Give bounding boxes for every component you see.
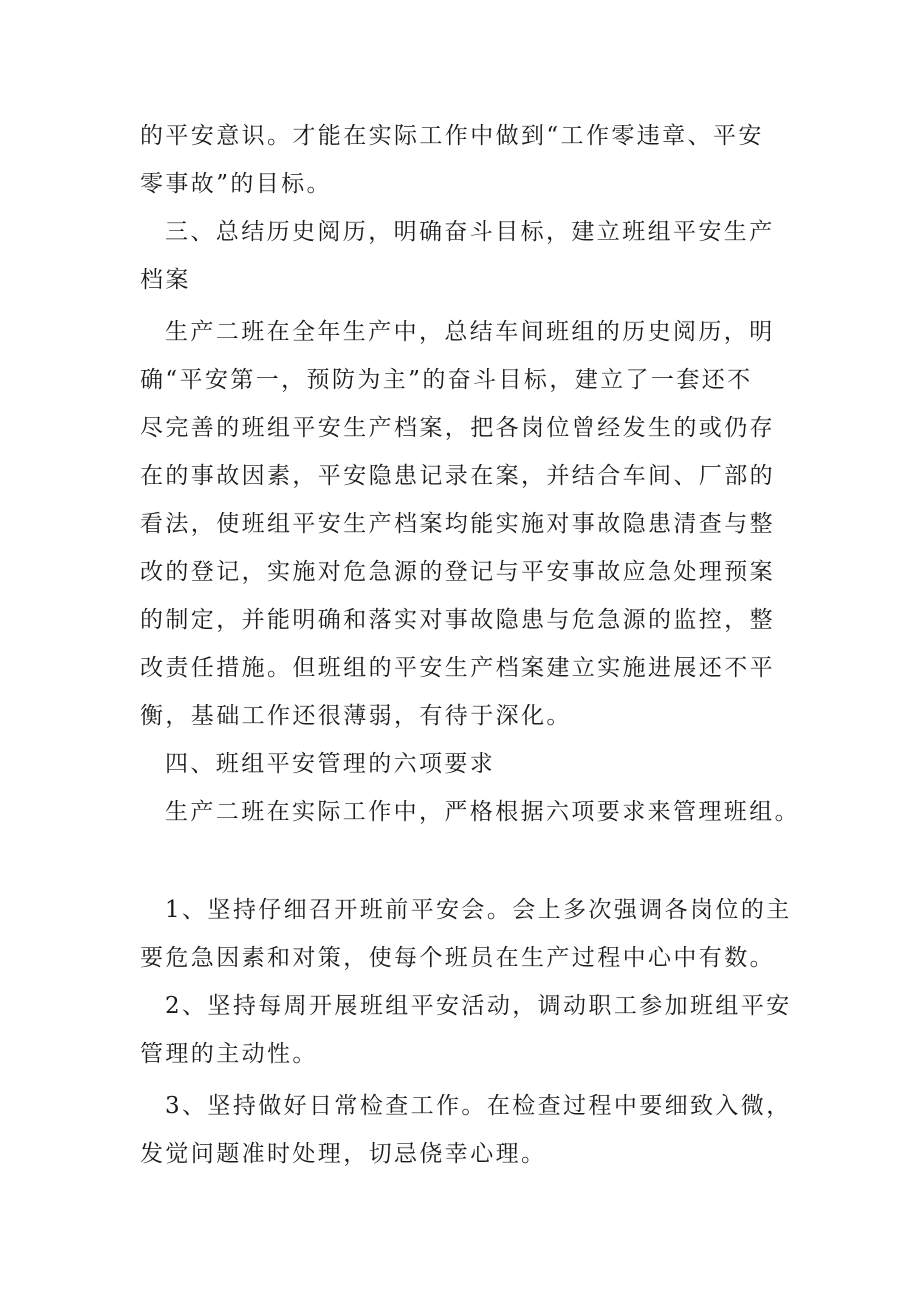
text-line: 的平安意识。才能在实际工作中做到“工作零违章、平安 xyxy=(140,123,764,149)
text-line: 的制定，并能明确和落实对事故隐患与危急源的监控，整 xyxy=(140,607,775,633)
text-line: 看法，使班组平安生产档案均能实施对事故隐患清查与整 xyxy=(140,511,775,537)
text-line: 衡，基础工作还很薄弱，有待于深化。 xyxy=(140,703,572,729)
text-line: 尽完善的班组平安生产档案，把各岗位曾经发生的或仍存 xyxy=(140,415,775,441)
text-line: 生产二班在全年生产中，总结车间班组的历史阅历，明 xyxy=(165,319,775,345)
text-line: 在的事故因素，平安隐患记录在案，并结合车间、厂部的 xyxy=(140,463,775,489)
section-heading: 三、总结历史阅历，明确奋斗目标，建立班组平安生产 xyxy=(165,219,775,245)
text-line: 管理的主动性。 xyxy=(140,1041,318,1067)
text-line: 生产二班在实际工作中，严格根据六项要求来管理班组。 xyxy=(165,799,800,825)
text-line: 确“平安第一，预防为主”的奋斗目标，建立了一套还不 xyxy=(140,367,753,393)
text-line: 零事故”的目标。 xyxy=(140,171,332,197)
section-heading-continued: 档案 xyxy=(140,267,191,293)
text-line: 改责任措施。但班组的平安生产档案建立实施进展还不平 xyxy=(140,655,775,681)
section-heading: 四、班组平安管理的六项要求 xyxy=(165,751,496,777)
list-item: 1、坚持仔细召开班前平安会。会上多次强调各岗位的主 xyxy=(165,897,792,923)
text-line: 要危急因素和对策，使每个班员在生产过程中心中有数。 xyxy=(140,945,775,971)
text-line: 发觉问题准时处理，切忌侥幸心理。 xyxy=(140,1141,547,1167)
list-item: 2、坚持每周开展班组平安活动，调动职工参加班组平安 xyxy=(165,993,792,1019)
text-line: 改的登记，实施对危急源的登记与平安事故应急处理预案 xyxy=(140,559,775,585)
list-item: 3、坚持做好日常检查工作。在检查过程中要细致入微， xyxy=(165,1093,792,1119)
